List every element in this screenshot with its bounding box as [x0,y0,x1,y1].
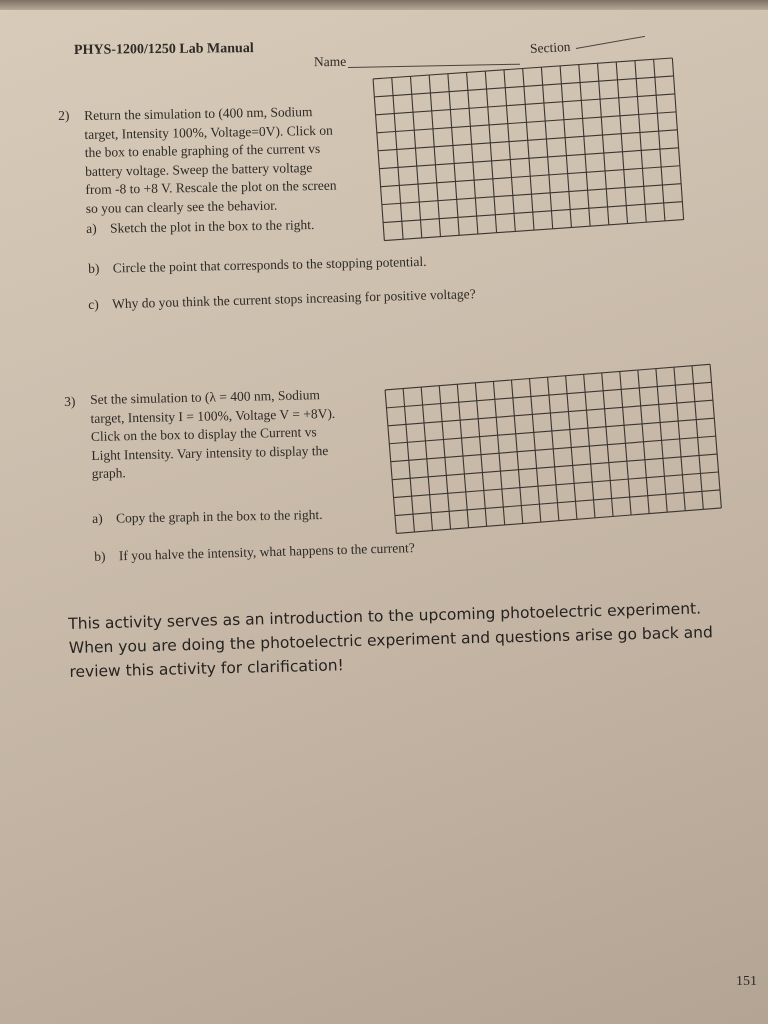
question-2-text [84,102,376,218]
closing-note-line: When you are doing the photoelectric experiment and questions arise go back and [68,623,714,657]
grid-q2-vline [410,76,421,238]
closing-note-line: This activity serves as an introduction to the upcoming photoelectric experiment. [68,599,702,633]
grid-q2-vline [654,59,665,221]
question-3-text [90,385,382,484]
question-2-line: so you can clearly see the behavior. [85,197,278,216]
question-3-line: graph. [91,465,127,481]
grid-q2-vline [504,70,515,232]
question-2b-text: Circle the point that corresponds to the stopping potential. [112,253,427,276]
question-2-line: target, Intensity 100%, Voltage=0V). Click on [84,122,333,142]
question-3-line: Light Intensity. Vary intensity to display the [91,442,329,463]
grid-svg-q2 [372,57,685,242]
grid-q2-vline [672,58,683,220]
question-2c-text: Why do you think the current stops increasing for positive voltage? [111,286,476,312]
question-3-number: 3) [64,393,76,409]
question-2-line: the box to enable graphing of the current vs [84,140,321,160]
grid-q2-vline [598,63,609,225]
grid-q2-vline [635,61,646,223]
question-2b [88,253,427,279]
question-3a-label: a) [92,510,103,526]
question-2a-text: Sketch the plot in the box to the right. [109,217,315,236]
graph-box-q3[interactable] [384,363,722,534]
question-3a [92,506,323,529]
graph-box-q2[interactable] [372,57,685,242]
grid-svg-q3 [384,363,722,534]
closing-note [68,596,730,684]
question-3b-label: b) [94,548,106,564]
grid-q2-vline [579,65,590,227]
question-2c [88,285,476,314]
grid-q2-vline [560,66,571,228]
question-2b-label: b) [88,260,100,276]
question-3-line: Click on the box to display the Current vs [90,424,317,444]
closing-note-line: review this activity for clarification! [69,656,345,681]
grid-q2-vline [541,67,552,229]
grid-q2-vline [429,75,440,237]
page-top-edge [0,0,768,10]
name-label: Name [313,53,347,70]
question-2-line: Return the simulation to (400 nm, Sodium [84,104,313,123]
question-2a-label: a) [86,220,97,236]
section-line [576,36,645,49]
section-label: Section [529,38,571,57]
page-number: 151 [736,974,757,989]
manual-title: PHYS-1200/1250 Lab Manual [73,41,254,58]
grid-q2-vline [392,78,403,240]
grid-q2-vline [467,72,478,234]
grid-q2-vline [523,68,534,230]
question-3-line: target, Intensity I = 100%, Voltage V = +8V). [90,405,336,426]
question-2-line: battery voltage. Sweep the battery voltage [84,159,313,179]
question-2-line: from -8 to +8 V. Rescale the plot on the screen [85,177,337,197]
question-3-line: Set the simulation to (λ = 400 nm, Sodium [90,387,321,407]
question-2c-label: c) [88,296,99,312]
name-line [348,64,520,68]
grid-q2-vline [485,71,496,233]
question-3b [94,539,415,566]
question-3a-text: Copy the graph in the box to the right. [115,506,323,526]
question-2a [86,216,315,238]
question-3b-text: If you halve the intensity, what happens to the current? [118,540,415,564]
grid-q2-vline [448,74,459,236]
question-2-number: 2) [58,107,70,123]
grid-q2-vline [616,62,627,224]
